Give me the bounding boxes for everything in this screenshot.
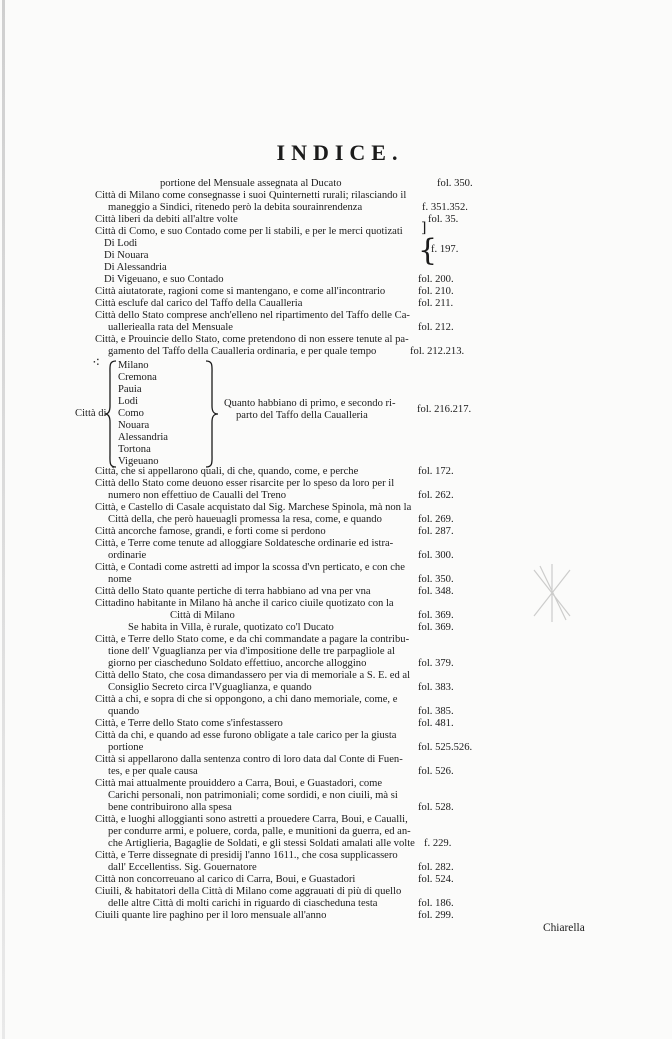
city-name: Alessandria [118,432,169,443]
index-entry-text: tes, e per quale causa [108,766,198,777]
index-entry-text: delle altre Città di molti carichi in riguardo di ciascheduna testa [108,898,378,909]
index-entry-text: Città da chi, e quando ad esse furono obligate a tale carico per la giusta [95,730,397,741]
index-entry-ref: fol. 383. [418,682,454,693]
index-entry-text: Di Alessandria [104,262,167,273]
index-entry-ref: fol. 379. [418,658,454,669]
index-entry-ref: fol. 385. [418,706,454,717]
index-entry-text: Città, che si appellarono quali, di che, quando, come, e perche [95,466,359,477]
index-entry-text: ordinarie [108,550,147,561]
index-entry-text: Di Nouara [104,250,149,261]
index-entry-ref: fol. 369. [418,610,454,621]
city-name: Milano [118,360,149,371]
index-entry-ref: fol. 481. [418,718,454,729]
index-entry-ref: fol. 369. [418,622,454,633]
index-entry-text: ualleriealla rata del Mensuale [108,322,233,333]
index-entry-text: Consiglio Secreto circa l'Vguaglianza, e quando [108,682,312,693]
index-entry-ref: fol. 212. [418,322,454,333]
index-entry-text: portione del Mensuale assegnata al Ducato [160,178,342,189]
index-entry-ref: fol. 525.526. [418,742,473,753]
index-entry-text: Città di Como, e suo Contado come per li stabili, e per le merci quotizati [95,226,403,237]
index-entry-text: gamento del Taffo della Caualleria ordinaria, e per quale tempo [108,346,377,357]
index-entry-ref: f. 351.352. [422,202,468,213]
index-entry-ref: fol. 287. [418,526,454,537]
page-title: INDICE. [276,140,404,165]
index-entry-text: bene contribuirono alla spesa [108,802,232,813]
index-entry-ref: fol. 35. [428,214,459,225]
index-entry-text: portione [108,742,144,753]
city-group-text: parto del Taffo della Caualleria [236,410,368,421]
catchword: Chiarella [543,922,585,934]
ornament-mark: ⁖ [92,355,101,371]
index-entry-ref: fol. 300. [418,550,454,561]
index-entry-text: giorno per ciascheduno Soldato effettiuo, ancorche alloggino [108,658,367,669]
index-entry-text: Di Vigeuano, e suo Contado [104,274,224,285]
index-entry-text: maneggio a Sindici, ritenedo però la debita sourainrendenza [108,202,363,213]
bracket-glyph: ] [421,220,427,236]
index-entry-text: Città esclufe dal carico del Taffo della Caualleria [95,298,303,309]
index-entry-text: Carichi personali, non patrimoniali; come sordidi, e non ciuili, mà si [108,790,398,801]
page-gutter-edge [2,0,5,1039]
city-name: Tortona [118,444,151,455]
index-entry-text: Città non concorreuano al carico di Carra, Boui, e Guastadori [95,874,356,885]
index-entry-ref: fol. 211. [418,298,454,309]
index-entry-text: Città, e Castello di Casale acquistato dal Sig. Marchese Spinola, mà non la [95,502,412,513]
index-entry-text: Città, e luoghi alloggianti sono astretti a prouedere Carra, Boui, e Caualli, [95,814,408,825]
index-entry-text: Città a chi, e sopra di che si oppongono, a chi dano memoriale, come, e [95,694,398,705]
index-entry-ref: fol. 212.213. [410,346,465,357]
index-entry-ref: fol. 350. [437,178,473,189]
index-entry-text: Città aiutatorate, ragioni come si mantengano, e come all'incontrario [95,286,386,297]
index-entry-text: Città dello Stato, che cosa dimandassero per via di memoriale a S. E. ed al [95,670,411,681]
index-entry-text: Città della, che però haueuagli promessa la resa, come, e quando [108,514,382,525]
index-entry-ref: fol. 528. [418,802,454,813]
index-entry-text: Città, e Terre dissegnate di presidij l'anno 1611., che cosa supplicassero [95,850,398,861]
index-entry-text: Di Lodi [104,238,138,249]
index-entry-text: Cittadino habitante in Milano hà anche il carico ciuile quotizato con la [95,598,394,609]
index-entry-ref: fol. 524. [418,874,454,885]
index-entry-ref: fol. 350. [418,574,454,585]
index-entry-text: Città dello Stato comprese anch'elleno nel ripartimento del Taffo delle Ca- [95,310,410,321]
index-entry-text: Città, e Prouincie dello Stato, come pretendono di non essere tenute al pa- [95,334,409,345]
index-entry-text: Città, e Contadi come astretti ad impor la scossa d'vn perticato, e con che [95,562,405,573]
city-name: Pauia [118,384,142,395]
index-entry-text: Città di Milano [170,610,235,621]
index-entry-ref: fol. 299. [418,910,454,921]
index-entry-ref: f. 197. [431,244,459,255]
index-entry-text: Se habita in Villa, è rurale, quotizato co'l Ducato [128,622,334,633]
index-entry-text: quando [108,706,140,717]
index-entry-text: Città si appellarono dalla sentenza contro di loro data dal Conte di Fuen- [95,754,403,765]
brace-right: { [418,233,438,268]
city-name: Lodi [118,396,139,407]
index-entry-ref: fol. 526. [418,766,454,777]
index-entry-text: Città di Milano come consegnasse i suoi Quinternetti rurali; rilasciando il [95,190,407,201]
index-entry-text: Città mai attualmente prouiddero a Carra, Boui, e Guastadori, come [95,778,383,789]
index-entry-ref: fol. 200. [418,274,454,285]
index-entry-ref: fol. 262. [418,490,454,501]
ink-stamp-mark [530,562,574,624]
index-entry-text: Ciuili, & habitatori della Città di Milano come aggrauati di più di quello [95,886,402,897]
index-entry-text: Città dello Stato quante pertiche di terra habbiano ad vna per vna [95,586,371,597]
index-entry-text: numero non effettiuo de Caualli del Treno [108,490,287,501]
city-name: Cremona [118,372,157,383]
index-entry-text: per condurre armi, e poluere, corda, palle, e munitioni da guerra, ed an- [108,826,411,837]
city-name: Nouara [118,420,150,431]
index-entry-ref: fol. 186. [418,898,454,909]
index-entry-text: Città, e Terre dello Stato come s'infestassero [95,718,283,729]
city-group-ref: fol. 216.217. [417,404,472,415]
index-entry-ref: fol. 348. [418,586,454,597]
index-entry-text: che Artiglieria, Bagaglie de Soldati, e gli stessi Soldati amalati alle volte [108,838,415,849]
index-entry-ref: fol. 172. [418,466,454,477]
index-entry-text: tione dell' Vguaglianza per via d'impositione delle tre parpagliole al [108,646,395,657]
city-name: Vigeuano [118,456,159,467]
city-name: Como [118,408,144,419]
index-entry-ref: f. 229. [424,838,452,849]
index-entry-text: Ciuili quante lire paghino per il loro mensuale all'anno [95,910,327,921]
city-group-text: Quanto habbiano di primo, e secondo ri- [224,398,396,409]
index-entry-text: Città dello Stato come deuono esser risarcite per lo speso da loro per il [95,478,395,489]
index-entry-ref: fol. 210. [418,286,454,297]
index-entry-ref: fol. 282. [418,862,454,873]
index-entry-text: Città, e Terre dello Stato come, e da chi commandate a pagare la contribu- [95,634,410,645]
right-brace-cities [204,360,220,468]
city-group-lead: Città di [75,408,107,419]
index-entry-text: Città, e Terre come tenute ad alloggiare Soldatesche ordinarie ed istra- [95,538,394,549]
index-entry-ref: fol. 269. [418,514,454,525]
index-entry-text: Città ancorche famose, grandi, e forti come si perdono [95,526,326,537]
index-entry-text: Città liberi da debiti all'altre volte [95,214,238,225]
left-brace-cities [104,360,118,468]
index-entry-text: nome [108,574,132,585]
index-entry-text: dall' Eccellentiss. Sig. Gouernatore [108,862,257,873]
